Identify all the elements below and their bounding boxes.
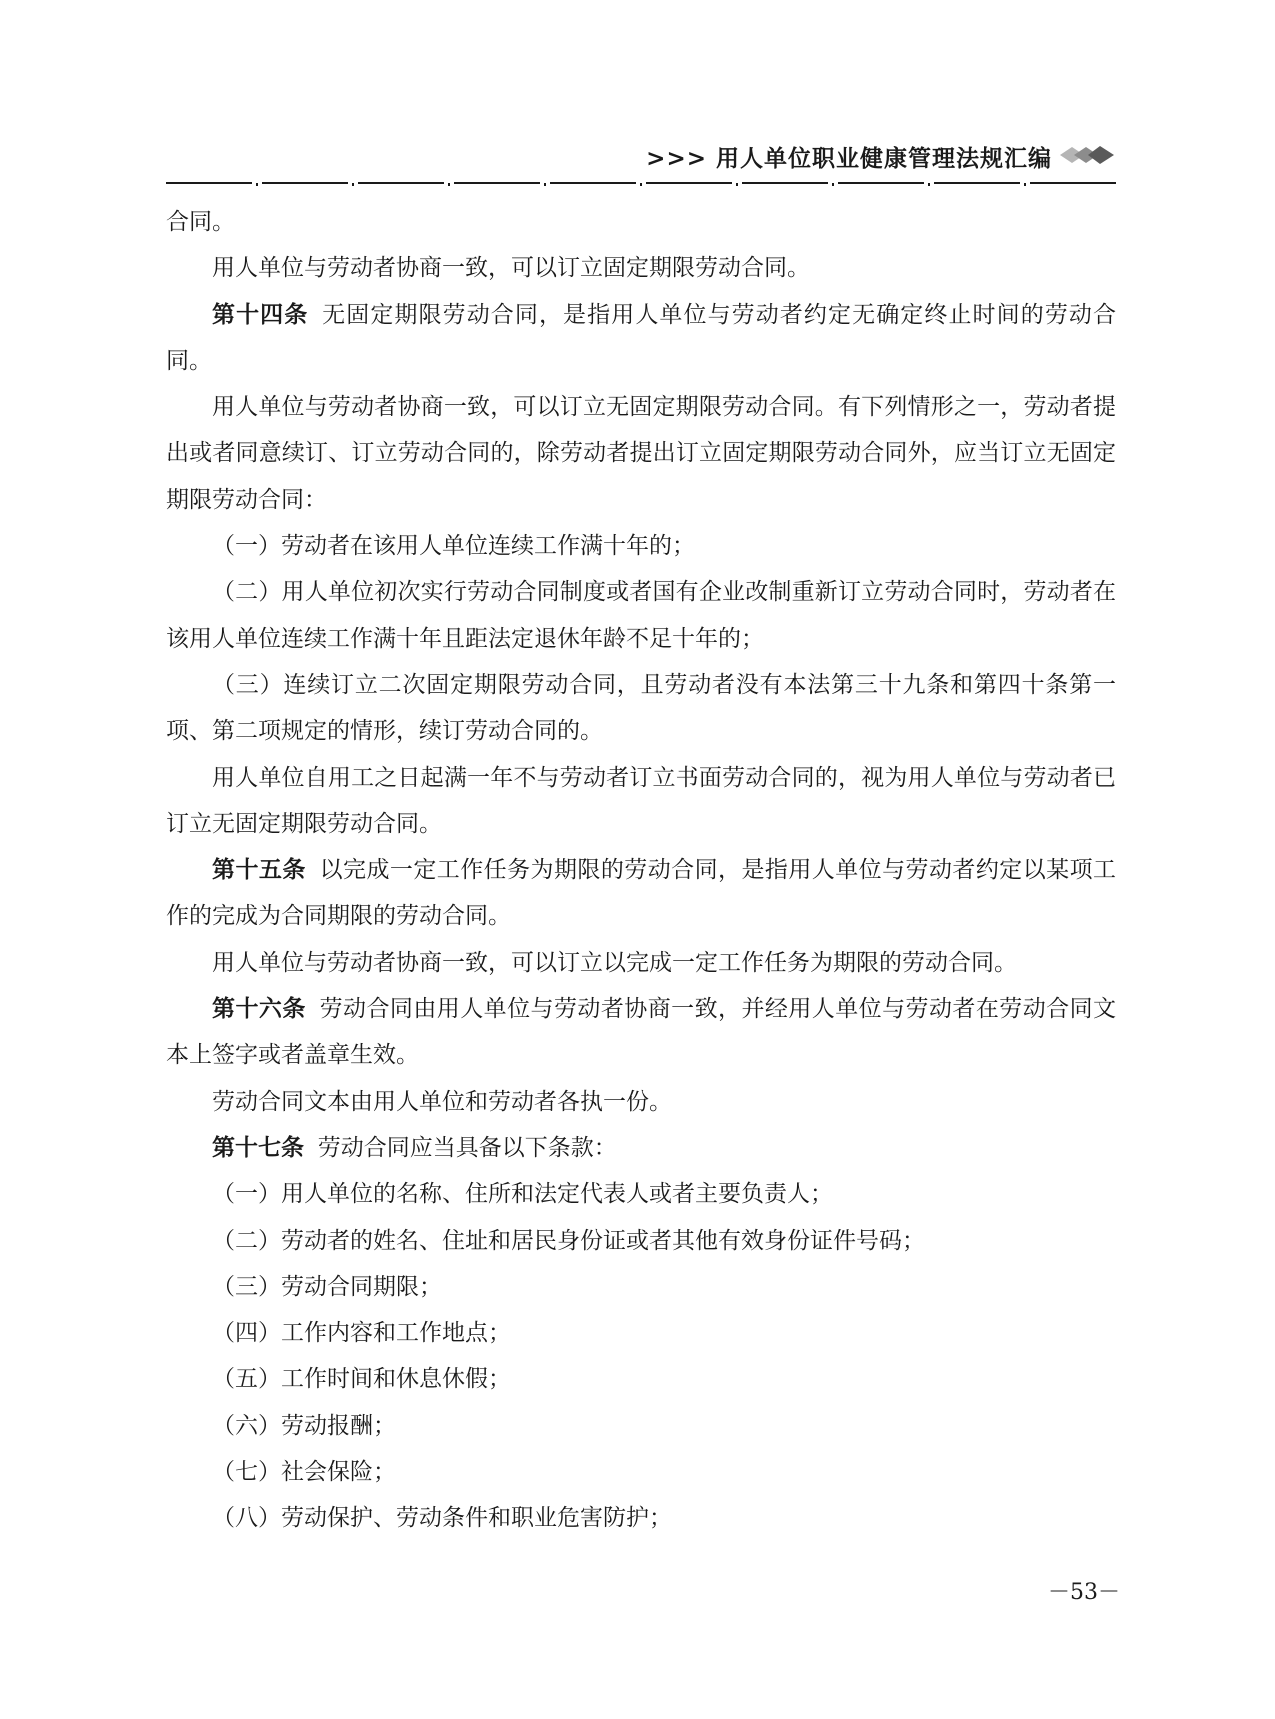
running-header <box>166 134 1116 174</box>
article-paragraph <box>166 986 1116 1079</box>
paragraph <box>166 384 1116 523</box>
paragraph-text: （一）劳动者在该用人单位连续工作满十年的； <box>212 533 695 560</box>
paragraph <box>166 523 1116 569</box>
paragraph <box>166 1171 1116 1217</box>
paragraph-text: 劳动合同由用人单位与劳动者协商一致，并经用人单位与劳动者在劳动合同文本上签字或者盖章生效。 <box>166 996 1117 1069</box>
body-text <box>166 199 1116 1542</box>
paragraph-text: （三）劳动合同期限； <box>212 1273 442 1300</box>
header-title: >>> 用人单位职业健康管理法规汇编 <box>646 145 1052 172</box>
paragraph <box>166 1218 1116 1264</box>
paragraph-text: （五）工作时间和休息休假； <box>212 1366 511 1393</box>
paragraph-text: 劳动合同应当具备以下条款： <box>317 1134 617 1161</box>
article-paragraph <box>166 292 1116 385</box>
paragraph <box>166 569 1116 662</box>
paragraph <box>166 662 1116 755</box>
paragraph-text: （二）用人单位初次实行劳动合同制度或者国有企业改制重新订立劳动合同时，劳动者在该用人单位连续工作满十年且距法定退休年龄不足十年的； <box>166 579 1116 652</box>
paragraph-text: 用人单位与劳动者协商一致，可以订立无固定期限劳动合同。有下列情形之一，劳动者提出或者同意续订、订立劳动合同的，除劳动者提出订立固定期限劳动合同外，应当订立无固定期限劳动合同： <box>166 394 1116 513</box>
paragraph-text: （四）工作内容和工作地点； <box>212 1320 511 1347</box>
paragraph-text: （一）用人单位的名称、住所和法定代表人或者主要负责人； <box>212 1181 833 1208</box>
paragraph <box>166 1264 1116 1310</box>
paragraph-text: 无固定期限劳动合同，是指用人单位与劳动者约定无确定终止时间的劳动合同。 <box>166 301 1117 374</box>
paragraph <box>166 245 1116 291</box>
paragraph <box>166 755 1116 848</box>
paragraph-text: 用人单位与劳动者协商一致，可以订立以完成一定工作任务为期限的劳动合同。 <box>212 949 1017 976</box>
paragraph <box>166 1449 1116 1495</box>
header-rule <box>166 180 1116 186</box>
paragraph-text: 劳动合同文本由用人单位和劳动者各执一份。 <box>212 1088 672 1115</box>
paragraph <box>166 1495 1116 1541</box>
paragraph <box>166 940 1116 986</box>
paragraph <box>166 199 1116 245</box>
article-paragraph <box>166 1125 1116 1171</box>
paragraph-text: （六）劳动报酬； <box>212 1412 396 1439</box>
paragraph-text: （八）劳动保护、劳动条件和职业危害防护； <box>212 1505 672 1532</box>
paragraph-text: 用人单位自用工之日起满一年不与劳动者订立书面劳动合同的，视为用人单位与劳动者已订立无固定期限劳动合同。 <box>166 764 1116 837</box>
paragraph-text: 以完成一定工作任务为期限的劳动合同，是指用人单位与劳动者约定以某项工作的完成为合同期限的劳动合同。 <box>166 857 1117 930</box>
page-number: －53－ <box>1048 1580 1120 1605</box>
diamond-ornament-icon <box>1056 144 1116 166</box>
article-heading: 第十七条 <box>212 1133 304 1161</box>
paragraph <box>166 1403 1116 1449</box>
paragraph <box>166 1356 1116 1402</box>
paragraph-text: 合同。 <box>166 209 235 235</box>
article-heading: 第十五条 <box>212 856 306 884</box>
article-paragraph <box>166 847 1116 940</box>
article-heading: 第十六条 <box>212 995 306 1023</box>
paragraph <box>166 1079 1116 1125</box>
paragraph-text: 用人单位与劳动者协商一致，可以订立固定期限劳动合同。 <box>212 255 810 282</box>
paragraph-text: （三）连续订立二次固定期限劳动合同，且劳动者没有本法第三十九条和第四十条第一项、第二项规定的情形，续订劳动合同的。 <box>166 671 1116 745</box>
paragraph <box>166 1310 1116 1356</box>
article-heading: 第十四条 <box>212 300 309 328</box>
paragraph-text: （七）社会保险； <box>212 1459 396 1486</box>
paragraph-text: （二）劳动者的姓名、住址和居民身份证或者其他有效身份证件号码； <box>212 1227 925 1254</box>
